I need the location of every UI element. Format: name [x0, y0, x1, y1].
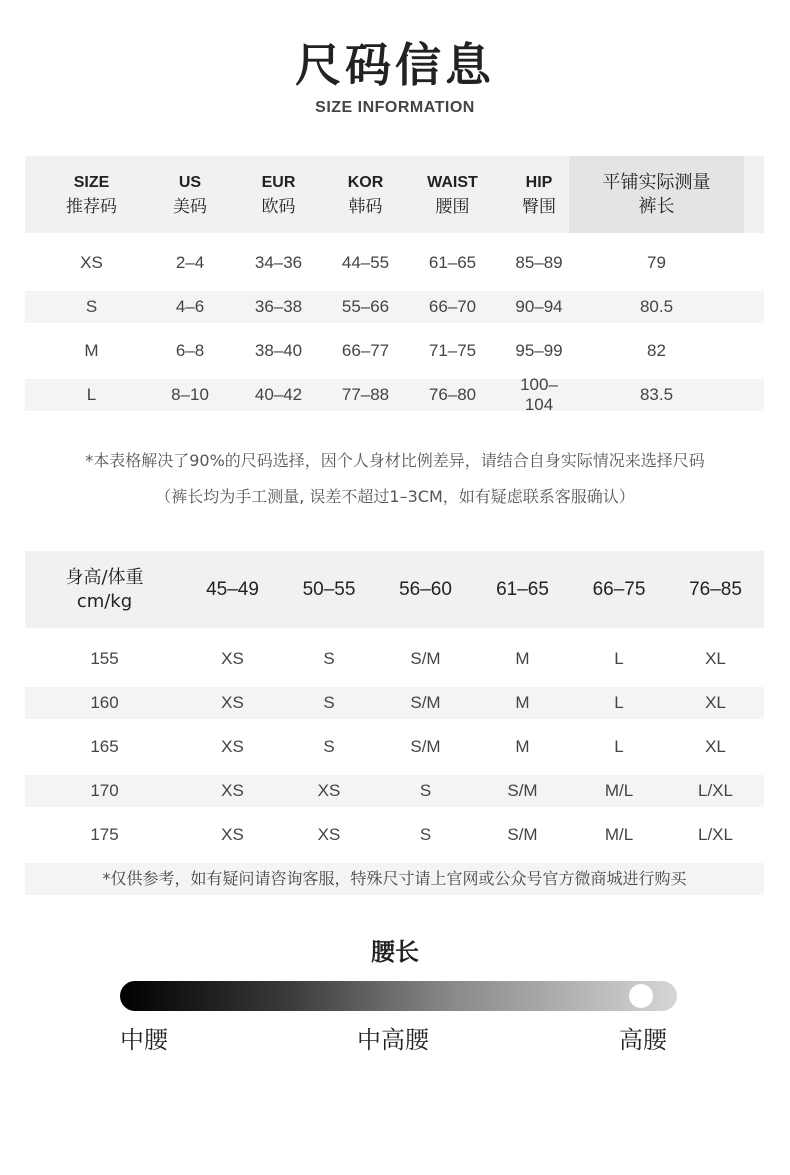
size-table — [25, 156, 764, 414]
table-row — [25, 819, 764, 851]
table-cell: XS — [221, 781, 244, 800]
table-cell: XS — [221, 693, 244, 712]
table-row — [25, 247, 764, 279]
header-kor: KOR 韩码 — [347, 173, 384, 217]
height-weight-header — [25, 551, 764, 628]
table-cell: L — [614, 693, 624, 712]
table-cell: XS — [221, 649, 244, 668]
waist-gradient-bar — [120, 981, 677, 1011]
table-cell: XL — [705, 693, 726, 712]
table-cell: XS — [221, 825, 244, 844]
table-cell: 34–36 — [254, 253, 303, 272]
table-cell: 175 — [90, 825, 119, 844]
waist-scale-title: 腰长 — [371, 938, 419, 966]
table-cell: L — [86, 385, 97, 404]
table-row — [25, 643, 764, 675]
table-row — [25, 375, 764, 414]
table-cell: S/M — [410, 737, 441, 756]
table-cell: M/L — [604, 825, 634, 844]
header-length: 平铺实际测量 裤长 — [569, 156, 744, 233]
table-cell: L/XL — [698, 825, 733, 844]
table-cell: S — [419, 825, 432, 844]
table-cell: 95–99 — [515, 341, 563, 360]
table-row — [25, 335, 764, 367]
table-cell: M — [84, 341, 99, 360]
size-note: *本表格解决了90%的尺码选择，因个人身材比例差异，请结合自身实际情况来选择尺码 — [85, 451, 705, 470]
reference-note: *仅供参考，如有疑问请咨询客服，特殊尺寸请上官网或公众号官方微商城进行购买 — [25, 863, 764, 895]
table-cell: M — [515, 737, 530, 756]
table-cell: S — [85, 297, 98, 316]
table-cell: 4–6 — [175, 297, 205, 316]
table-cell: 165 — [90, 737, 119, 756]
table-cell: 160 — [90, 693, 119, 712]
header-us: US 美码 — [173, 173, 207, 217]
table-cell: 8–10 — [171, 385, 209, 404]
page-title: 尺码信息 — [295, 38, 495, 92]
table-cell: XS — [317, 781, 341, 800]
header-weight: 56–60 — [399, 578, 452, 600]
table-cell: 79 — [647, 253, 666, 272]
table-cell: 61–65 — [428, 253, 477, 272]
header-corner: 身高/体重 cm/kg — [65, 566, 144, 612]
table-cell: L — [614, 649, 624, 668]
height-weight-table — [25, 551, 764, 851]
waist-label-mid-high: 中高腰 — [357, 1026, 429, 1054]
size-table-header — [25, 156, 764, 233]
header-size: SIZE 推荐码 — [66, 173, 117, 217]
header-weight: 45–49 — [206, 578, 259, 600]
table-row — [25, 291, 764, 323]
header-waist: WAIST 腰围 — [427, 173, 478, 217]
table-cell: 170 — [90, 781, 119, 800]
table-cell: 90–94 — [515, 297, 563, 316]
header-weight: 76–85 — [689, 578, 742, 600]
table-cell: 80.5 — [639, 297, 674, 316]
table-cell: 76–80 — [428, 385, 477, 404]
table-cell: XS — [80, 253, 103, 272]
table-cell: M/L — [604, 781, 634, 800]
header-hip: HIP 臀围 — [522, 173, 556, 217]
table-cell: 38–40 — [254, 341, 303, 360]
header-weight: 50–55 — [302, 578, 356, 600]
table-cell: 2–4 — [175, 253, 205, 272]
header-weight: 61–65 — [496, 578, 549, 600]
table-cell: 55–66 — [341, 297, 390, 316]
table-cell: 100–104 — [520, 375, 558, 414]
table-cell: XS — [221, 737, 244, 756]
table-cell: S/M — [410, 693, 441, 712]
table-row — [25, 687, 764, 719]
table-cell: 36–38 — [254, 297, 303, 316]
waist-indicator-knob — [629, 984, 653, 1008]
table-cell: 85–89 — [515, 253, 563, 272]
table-cell: 44–55 — [341, 253, 390, 272]
table-cell: XS — [317, 825, 341, 844]
table-cell: S/M — [507, 825, 538, 844]
table-cell: 6–8 — [175, 341, 205, 360]
table-cell: 77–88 — [341, 385, 390, 404]
table-cell: M — [515, 693, 530, 712]
table-row — [25, 775, 764, 807]
table-cell: L — [614, 737, 624, 756]
table-cell: S — [419, 781, 432, 800]
table-cell: S/M — [410, 649, 441, 668]
measurement-note: （裤长均为手工测量, 误差不超过1–3CM，如有疑虑联系客服确认） — [155, 487, 635, 506]
header-weight: 66–75 — [592, 578, 646, 600]
table-cell: 71–75 — [428, 341, 477, 360]
table-cell: M — [515, 649, 530, 668]
table-cell: S — [323, 737, 335, 756]
table-cell: XL — [705, 737, 726, 756]
table-cell: S — [323, 649, 335, 668]
table-cell: 83.5 — [639, 385, 674, 404]
table-cell: 82 — [647, 341, 666, 360]
table-cell: L/XL — [698, 781, 733, 800]
table-row — [25, 731, 764, 763]
waist-label-high: 高腰 — [619, 1026, 667, 1054]
table-cell: 66–70 — [428, 297, 477, 316]
table-cell: S — [323, 693, 335, 712]
page-subtitle: SIZE INFORMATION — [315, 99, 475, 116]
table-cell: XL — [705, 649, 726, 668]
waist-label-mid: 中腰 — [120, 1026, 168, 1054]
table-cell: 66–77 — [341, 341, 390, 360]
table-cell: S/M — [507, 781, 538, 800]
header-eur: EUR 欧码 — [261, 173, 296, 217]
table-cell: 40–42 — [254, 385, 303, 404]
table-cell: 155 — [90, 649, 119, 668]
